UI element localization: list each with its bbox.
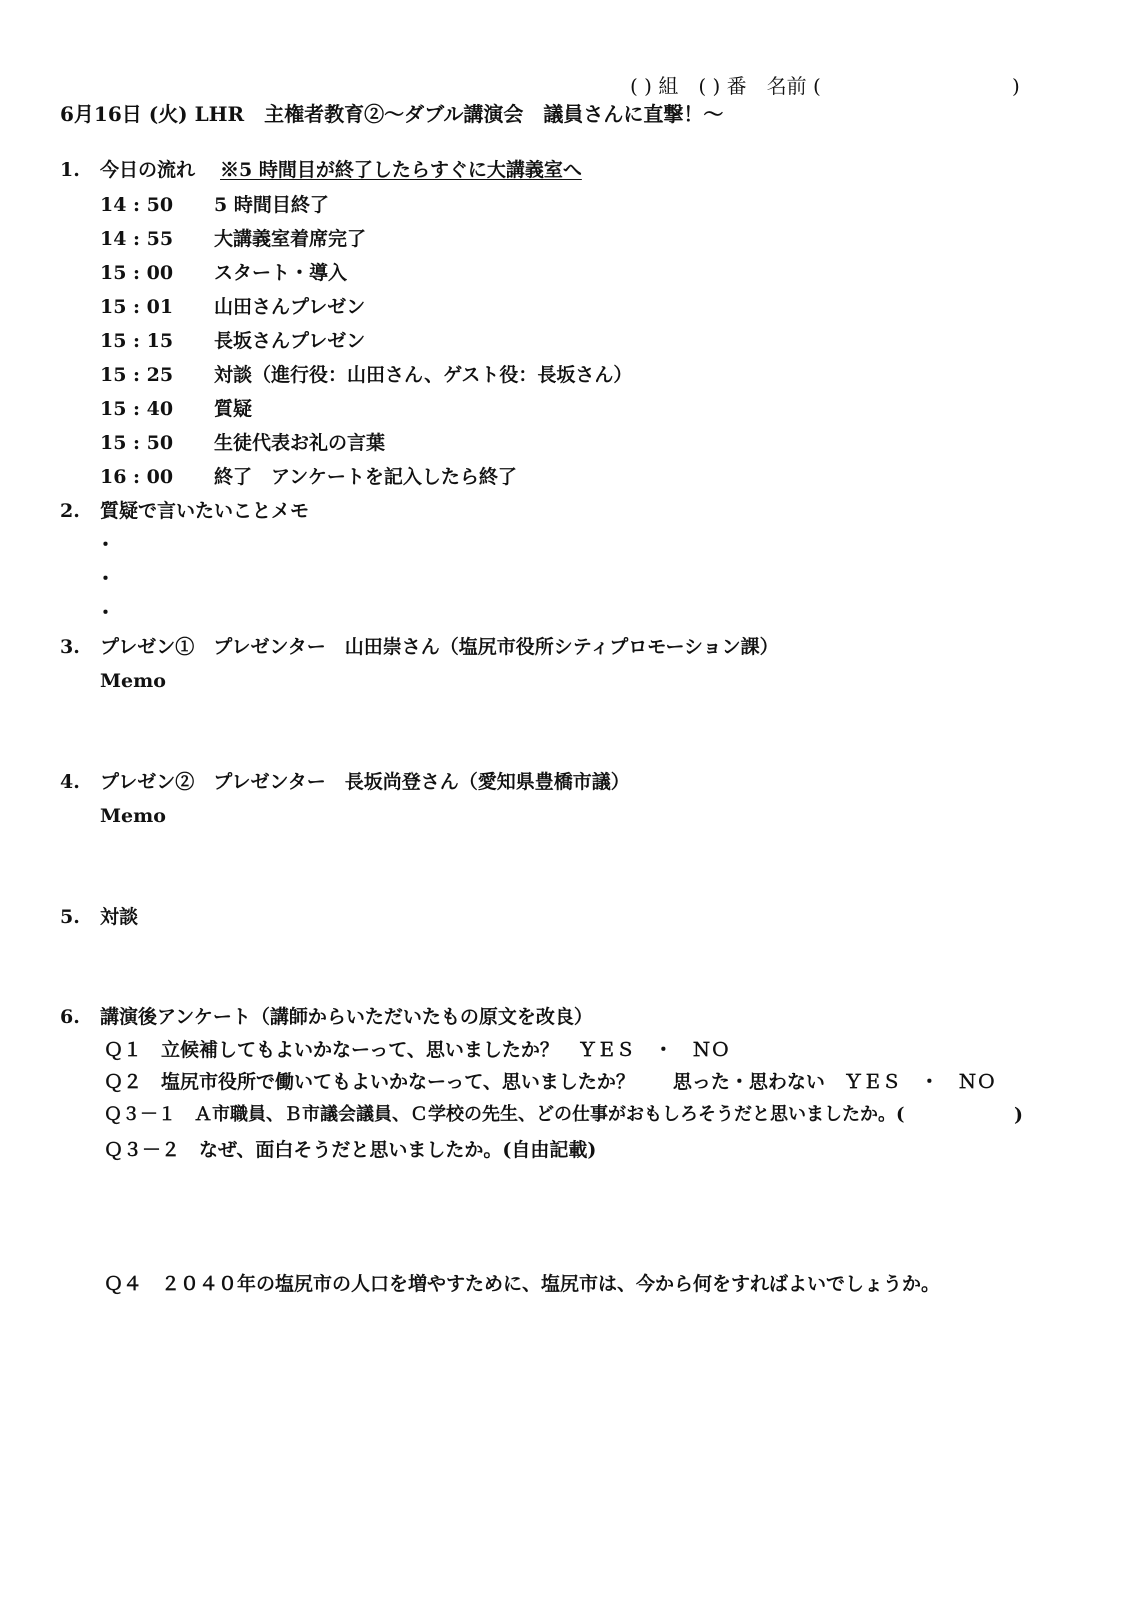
- section-4-heading: プレゼン② プレゼンター 長坂尚登さん（愛知県豊橋市議）: [100, 771, 630, 793]
- memo-bullet: ・: [96, 568, 116, 590]
- section-2-heading: 質疑で言いたいことメモ: [100, 500, 310, 522]
- schedule-event: 大講義室着席完了: [214, 228, 367, 250]
- section-3-heading: プレゼン① プレゼンター 山田崇さん（塩尻市役所シティプロモーション課）: [100, 636, 779, 658]
- schedule-time: 14 : 55: [100, 228, 174, 250]
- section-6-number: 6.: [60, 1006, 80, 1028]
- schedule-time: 15 : 00: [100, 262, 174, 284]
- survey-q3-1: Ｑ３－１ Ａ市職員、Ｂ市議会議員、Ｃ学校の先生、どの仕事がおもしろそうだと思いましたか。(: [104, 1104, 905, 1125]
- survey-q1: Ｑ１ 立候補してもよいかなーって、思いましたか？ ＹＥＳ ・ ＮＯ: [104, 1039, 730, 1061]
- schedule-event: 山田さんプレゼン: [214, 296, 366, 318]
- survey-q3-1-close: ): [1014, 1104, 1023, 1126]
- schedule-time: 15 : 25: [100, 364, 174, 386]
- schedule-event: 終了 アンケートを記入したら終了: [214, 466, 517, 488]
- schedule-time: 15 : 40: [100, 398, 174, 420]
- section-3-number: 3.: [60, 636, 80, 658]
- section-2-number: 2.: [60, 500, 80, 522]
- survey-q2: Ｑ２ 塩尻市役所で働いてもよいかなーって、思いましたか？ 思った・思わない ＹＥＳ ・ ＮＯ: [104, 1071, 996, 1093]
- schedule-event: 質疑: [214, 398, 253, 420]
- schedule-event: 5 時間目終了: [214, 194, 329, 216]
- section-4-number: 4.: [60, 771, 80, 793]
- section-3-memo: Memo: [100, 670, 166, 692]
- schedule-time: 15 : 15: [100, 330, 174, 352]
- section-5-heading: 対談: [100, 906, 139, 928]
- schedule-time: 15 : 50: [100, 432, 174, 454]
- memo-bullet: ・: [96, 602, 116, 624]
- section-6-heading: 講演後アンケート（講師からいただいたもの原文を改良）: [100, 1006, 593, 1028]
- memo-bullet: ・: [96, 534, 116, 556]
- schedule-event: 長坂さんプレゼン: [214, 330, 366, 352]
- name-field-close: ): [1012, 74, 1020, 98]
- section-4-memo: Memo: [100, 805, 166, 827]
- section-1-note: ※5 時間目が終了したらすぐに大講義室へ: [220, 159, 582, 181]
- survey-q4: Ｑ４ ２０４０年の塩尻市の人口を増やすために、塩尻市は、今から何をすればよいでしょうか。: [104, 1273, 941, 1295]
- schedule-time: 15 : 01: [100, 296, 174, 318]
- schedule-time: 14 : 50: [100, 194, 174, 216]
- schedule-time: 16 : 00: [100, 466, 174, 488]
- page-title: 6月16日 (火) LHR 主権者教育②～ダブル講演会 議員さんに直撃！～: [60, 102, 724, 126]
- schedule-event: 生徒代表お礼の言葉: [214, 432, 386, 454]
- class-name-line: ( ) 組 ( ) 番 名前 (: [630, 74, 821, 98]
- section-1-number: 1.: [60, 159, 80, 181]
- schedule-event: スタート・導入: [214, 262, 348, 284]
- section-1-heading: 今日の流れ: [100, 159, 196, 181]
- section-5-number: 5.: [60, 906, 80, 928]
- survey-q3-2: Ｑ３－２ なぜ、面白そうだと思いましたか。(自由記載): [104, 1139, 597, 1161]
- schedule-event: 対談（進行役：山田さん、ゲスト役：長坂さん）: [214, 364, 633, 386]
